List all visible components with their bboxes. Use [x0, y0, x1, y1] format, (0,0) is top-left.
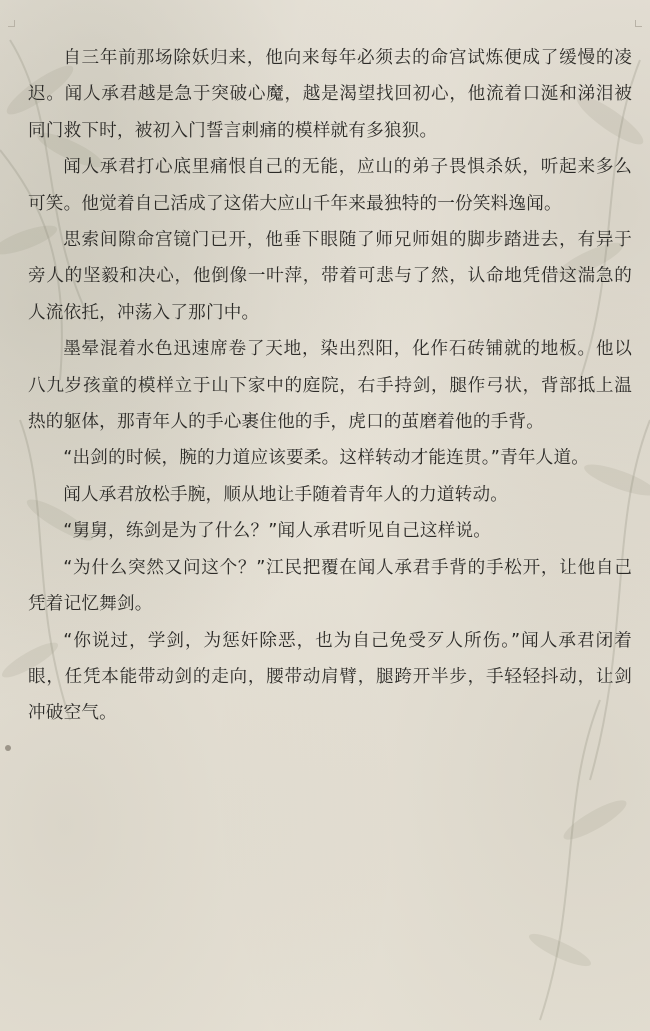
paragraph: “出剑的时候，腕的力道应该要柔。这样转动才能连贯。”青年人道。 — [63, 448, 590, 469]
paragraph: 自三年前那场除妖归来，他向来每年必须去的命宫试炼便成了缓慢的凌迟。闻人承君越是急于突破心魔，越是渴望找回初心，他流着口涎和涕泪被同门救下时，被初入门誓言刺痛的模样就有多狼狈。 — [28, 48, 632, 141]
corner-mark-right — [635, 20, 642, 27]
paragraph: 墨晕混着水色迅速席卷了天地，染出烈阳，化作石砖铺就的地板。他以八九岁孩童的模样立于山下家中的庭院，右手持剑，腿作弓状，背部抵上温热的躯体，那青年人的手心裹住他的手，虎口的茧磨着他的手背。 — [28, 339, 632, 433]
paragraph: “为什么突然又问这个？”江民把覆在闻人承君手背的手松开，让他自己凭着记忆舞剑。 — [28, 557, 632, 615]
paragraph: 闻人承君放松手腕，顺从地让手随着青年人的力道转动。 — [63, 484, 509, 505]
paragraph: “舅舅，练剑是为了什么？”闻人承君听见自己这样说。 — [63, 521, 492, 542]
paragraph: “你说过，学剑，为惩奸除恶，也为自己免受歹人所伤。”闻人承君闭着眼，任凭本能带动剑的走向，腰带动肩臂，腿跨开半步，手轻轻抖动，让剑冲破空气。 — [28, 630, 632, 724]
paragraph: 思索间隙命宫镜门已开，他垂下眼随了师兄师姐的脚步踏进去，有异于旁人的坚毅和决心，他倒像一叶萍，带着可悲与了然，认命地凭借这湍急的人流依托，冲荡入了那门中。 — [28, 230, 632, 323]
corner-mark-left — [8, 20, 15, 27]
article-body — [28, 40, 632, 732]
paragraph: 闻人承君打心底里痛恨自己的无能，应山的弟子畏惧杀妖，听起来多么可笑。他觉着自己活成了这偌大应山千年来最独特的一份笑料逸闻。 — [28, 157, 632, 214]
